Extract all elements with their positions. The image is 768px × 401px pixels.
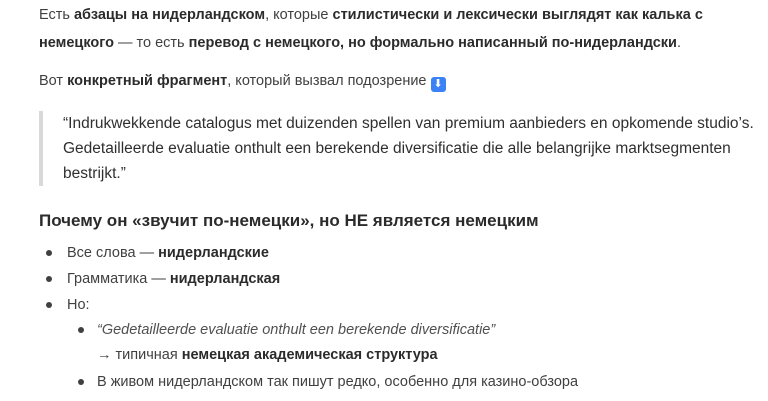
intro-text: — то есть: [113, 35, 189, 51]
section-heading: Почему он «звучит по-немецки», но НЕ является немецким: [39, 211, 539, 230]
quote-line: Gedetailleerde evaluatie onthult een berekende diversificatie die alle belangrijke marktsegmenten: [63, 140, 731, 157]
sub-list-item: [97, 318, 495, 342]
list-item-text: Все слова —: [67, 245, 159, 261]
sub-list-bold: немецкая академическая структура: [181, 347, 438, 363]
bullet-icon: [78, 379, 84, 385]
bullet-icon: [46, 276, 52, 282]
bullet-icon: [46, 302, 52, 308]
intro-line-1: [39, 2, 703, 29]
intro-bold: абзацы на нидерландском: [73, 7, 266, 23]
sub-list-item: [97, 370, 578, 394]
list-item-text: Но:: [67, 297, 90, 313]
fragment-text: Вот: [39, 73, 68, 89]
intro-bold: стилистически и лексически выглядят как калька с: [332, 7, 703, 23]
intro-bold: немецкого: [39, 35, 114, 51]
fragment-line: [39, 68, 446, 95]
fragment-text: , который вызвал подозрение: [227, 73, 427, 89]
intro-text: .: [676, 35, 681, 51]
bullet-icon: [78, 327, 84, 333]
intro-text: Есть: [39, 7, 74, 23]
intro-bold: перевод с немецкого, но формально написанный по-нидерландски: [188, 35, 677, 51]
fragment-bold: конкретный фрагмент: [67, 73, 228, 89]
intro-line-2: [39, 30, 681, 57]
sub-list-arrow-line: [97, 343, 438, 367]
quote-line: bestrijkt.”: [63, 165, 126, 182]
list-item-bold: нидерландские: [158, 245, 269, 261]
bullet-icon: [46, 250, 52, 256]
blockquote: [39, 111, 754, 186]
list-item: [67, 267, 280, 291]
quote-line: “Indrukwekkende catalogus met duizenden spellen van premium aanbieders en opkomende studio’s.: [63, 115, 754, 132]
sub-list-text: → типичная: [97, 347, 182, 363]
down-arrow-icon: ⬇: [431, 77, 446, 92]
sub-list-quote: “Gedetailleerde evaluatie onthult een berekende diversificatie”: [97, 322, 496, 338]
list-item-text: Грамматика —: [67, 271, 170, 287]
list-item: [67, 293, 90, 317]
list-item: [67, 241, 269, 265]
list-item-bold: нидерландская: [169, 271, 281, 287]
sub-list-text: В живом нидерландском так пишут редко, особенно для казино-обзора: [97, 374, 579, 390]
intro-text: , которые: [265, 7, 333, 23]
